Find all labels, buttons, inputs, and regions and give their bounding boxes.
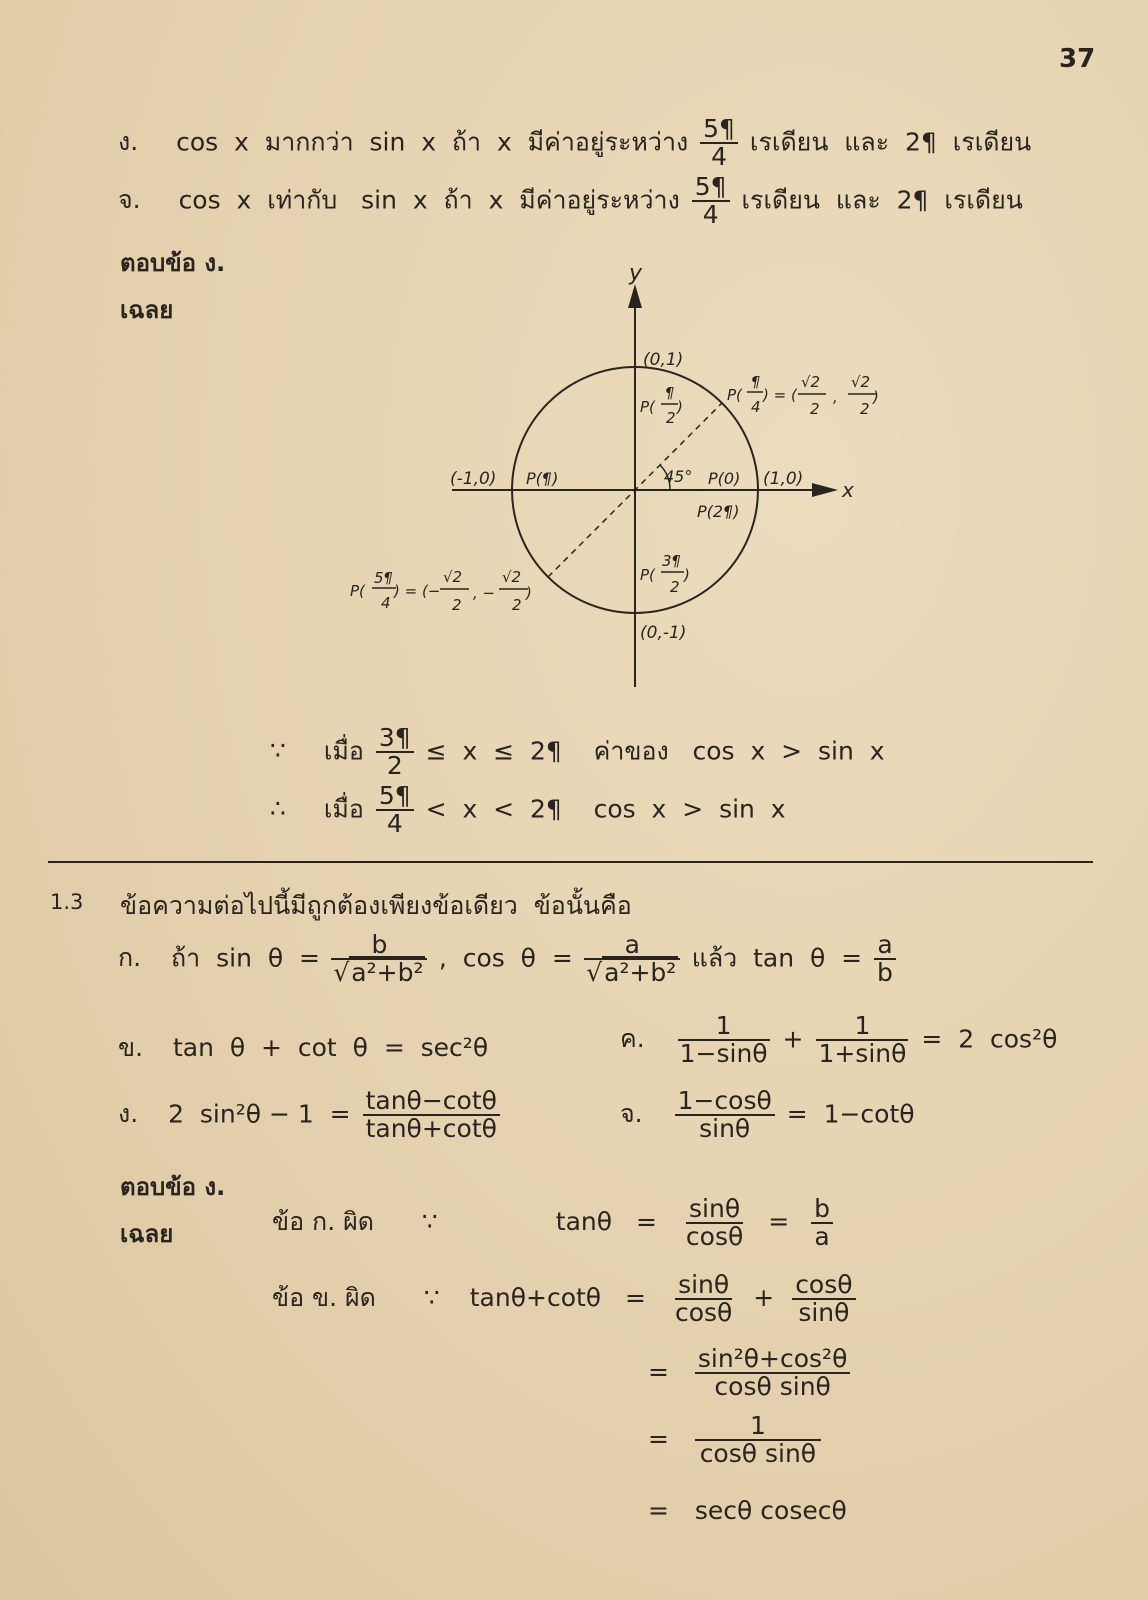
fraction (874, 932, 896, 987)
solution-step-3 (648, 1346, 854, 1401)
option-text: ถ้า sin θ = (171, 943, 320, 973)
numerator: 3¶ (376, 725, 414, 753)
because-symbol: ∵ (421, 1207, 438, 1237)
label-p-pi4: P( ¶ 4 ) = ( √2 2 , √2 2 ) (727, 373, 879, 418)
equals: = (648, 1357, 669, 1387)
numerator: b (331, 932, 427, 960)
therefore-symbol: ∴ (270, 794, 286, 824)
label-p2pi: P(2¶) (697, 502, 740, 521)
equals: = (648, 1496, 669, 1525)
option-label: ก. (118, 943, 142, 973)
unit-circle-diagram (0, 0, 1148, 700)
numerator: a (874, 932, 895, 960)
fraction (677, 1013, 771, 1068)
because-symbol: ∵ (270, 736, 286, 766)
option-label: ข. (118, 1033, 144, 1062)
because-line (270, 725, 885, 780)
solution-step-5 (648, 1496, 847, 1525)
radicand: a²+b² (604, 958, 677, 988)
fraction (363, 1088, 500, 1143)
label-right: (1,0) (763, 469, 804, 489)
numerator: 5¶ (692, 174, 730, 202)
equals: = (648, 1424, 669, 1454)
option-text: tan θ + cot θ = sec²θ (173, 1033, 489, 1062)
numerator: sinθ (686, 1196, 743, 1224)
option-label: จ. (620, 1099, 643, 1129)
option-label: ง. (118, 1099, 139, 1129)
label-p0: P(0) (708, 469, 741, 488)
option-text-end: เรเดียน และ 2¶ เรเดียน (749, 127, 1032, 157)
when-text: เมื่อ (323, 736, 364, 766)
option-label: จ. (118, 185, 141, 215)
plus-sign: + (782, 1024, 804, 1054)
option-text: cos x เท่ากับ sin x ถ้า x มีค่าอยู่ระหว่าง (178, 185, 680, 215)
denominator: cosθ (685, 1222, 744, 1252)
denominator: sinθ (798, 1298, 850, 1328)
denominator: √a²+b² (333, 958, 424, 988)
denominator: 4 (386, 809, 403, 839)
option-text: 2 sin²θ − 1 = (168, 1099, 351, 1129)
radicand: a²+b² (351, 958, 424, 988)
solution-step-1 (272, 1196, 837, 1251)
x-axis-arrow (812, 483, 838, 497)
therefore-line (270, 783, 786, 838)
option-label: ค. (620, 1024, 645, 1054)
inequality-text: ≤ x ≤ 2¶ ค่าของ cos x > sin x (425, 736, 885, 766)
denominator: a (814, 1222, 830, 1252)
denominator: 2 (386, 751, 403, 781)
numerator: cosθ (792, 1272, 855, 1300)
option-text-end: เรเดียน และ 2¶ เรเดียน (741, 185, 1023, 215)
label-p-pi: P(¶) (526, 469, 559, 488)
numerator: 1 (695, 1413, 821, 1441)
answer-q13: ตอบข้อ ง. (120, 1173, 226, 1201)
label-bottom: (0,-1) (640, 623, 687, 643)
denominator: cosθ (674, 1298, 733, 1328)
fraction (376, 783, 414, 838)
lhs: tanθ (555, 1207, 613, 1237)
fraction (675, 1088, 775, 1143)
numerator: 5¶ (700, 116, 738, 144)
solution-label-q13: เฉลย (120, 1220, 174, 1248)
equals: = (636, 1207, 657, 1237)
lhs: tanθ+cotθ (469, 1283, 602, 1313)
section-divider (48, 861, 1093, 863)
inequality-text: < x < 2¶ cos x > sin x (425, 794, 786, 824)
denominator: b (877, 958, 893, 988)
option-text: cos x มากกว่า sin x ถ้า x มีค่าอยู่ระหว่าง (176, 127, 689, 157)
label-top: (0,1) (643, 350, 684, 370)
fraction (332, 932, 427, 987)
numerator: tanθ−cotθ (363, 1088, 500, 1116)
denominator: 1+sinθ (818, 1039, 907, 1069)
option-text: , cos θ = (438, 943, 573, 973)
fraction (672, 1272, 735, 1327)
fraction (792, 1272, 855, 1327)
option-text: = 2 cos²θ (921, 1024, 1058, 1054)
question-number: 1.3 (50, 890, 84, 914)
page-number: 37 (1059, 44, 1096, 74)
answer-prev: ตอบข้อ ง. (120, 249, 226, 277)
item-verdict: ข้อ ก. ผิด (272, 1207, 374, 1237)
numerator: 5¶ (376, 783, 414, 811)
label-left: (-1,0) (450, 469, 497, 489)
equals: = (768, 1207, 790, 1237)
denominator: tanθ+cotθ (365, 1114, 497, 1144)
numerator: 1 (816, 1013, 908, 1041)
option-kho2 (620, 1013, 1057, 1068)
fraction (811, 1196, 833, 1251)
numerator: 1−cosθ (675, 1088, 775, 1116)
fraction (695, 1413, 821, 1468)
solution-step-4 (648, 1413, 825, 1468)
fraction (815, 1013, 909, 1068)
when-text: เมื่อ (323, 794, 364, 824)
label-p-3pi2: P( 3¶ 2 ) (640, 552, 690, 596)
numerator: sinθ (675, 1272, 732, 1300)
denominator: sinθ (699, 1114, 751, 1144)
x-axis-label: x (842, 478, 854, 502)
denominator: 4 (702, 200, 719, 230)
label-p-5pi4: P( 5¶ 4 ) = (− √2 2 , − √2 2 ) (350, 568, 532, 614)
numerator: b (811, 1196, 833, 1224)
y-axis-arrow (628, 284, 642, 308)
option-text: = 1−cotθ (786, 1099, 915, 1129)
plus-sign: + (753, 1283, 775, 1313)
y-axis-label: y (629, 261, 643, 286)
denominator: 1−sinθ (679, 1039, 768, 1069)
denominator: cosθ sinθ (714, 1372, 831, 1402)
option-kho (118, 1028, 488, 1068)
question-text: ข้อความต่อไปนี้มีถูกต้องเพียงข้อเดียว ข้อนั้นคือ (120, 891, 632, 920)
equals: = (625, 1283, 646, 1313)
option-cho (620, 1088, 915, 1143)
option-ko (118, 932, 900, 987)
numerator: 1 (678, 1013, 770, 1041)
fraction (585, 932, 680, 987)
item-verdict: ข้อ ข. ผิด (272, 1283, 376, 1313)
result: secθ cosecθ (694, 1496, 847, 1525)
numerator: sin²θ+cos²θ (695, 1346, 850, 1374)
label-angle: 45° (664, 467, 693, 486)
fraction (695, 1346, 850, 1401)
fraction (376, 725, 414, 780)
option-label: ง. (118, 127, 139, 157)
fraction (683, 1196, 746, 1251)
label-p-pi2: P( ¶ 2 ) (640, 384, 683, 427)
option-text: แล้ว tan θ = (691, 943, 863, 973)
because-symbol: ∵ (423, 1283, 440, 1313)
solution-label-prev: เฉลย (120, 296, 174, 324)
denominator: √a²+b² (586, 958, 677, 988)
denominator: 4 (711, 142, 728, 172)
solution-step-2 (272, 1272, 860, 1327)
denominator: cosθ sinθ (699, 1439, 817, 1469)
numerator: a (584, 932, 680, 960)
option-ngo (118, 1088, 504, 1143)
